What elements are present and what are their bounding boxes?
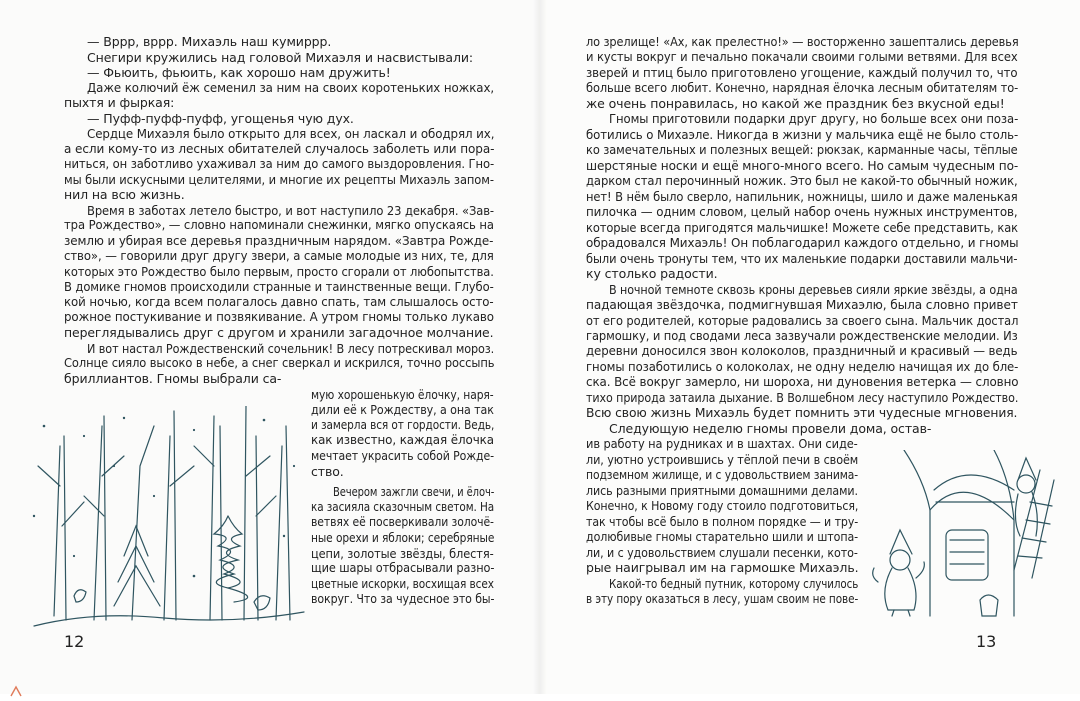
left-page-text-line: мы были искусными целителями, и многие их рецепты Михаэль запом- (64, 172, 494, 187)
page-number: 13 (976, 632, 997, 651)
right-page-text-line: шерстяные носки и ещё много-много всего. Но самым чудесным по- (586, 158, 1019, 173)
left-page-text-line: землю и убирая все деревья праздничным нарядом. «Завтра Рожде- (64, 233, 494, 248)
left-page-text-line: — Вррр, вррр. Михаэль наш кумиррр. (87, 34, 332, 49)
right-page-text-line: ска. Всё вокруг замерло, ни шороха, ни дуновения ветерка — словно (586, 374, 1019, 389)
left-page-text-line: дили её к Рождеству, а она так (311, 402, 494, 417)
right-page-text-line: были очень тронуты тем, что их маленькие подарки доставили мальчи- (586, 251, 1018, 266)
left-page-text-line: Время в заботах летело быстро, и вот наступило 23 декабря. «Зав- (87, 203, 494, 218)
right-page-text-line: подземном жилище, и с удовольствием занима- (586, 467, 859, 482)
right-page-text-line: ли, уютно устроившись у тёплой печи в своём (586, 452, 859, 467)
right-page-text-line: обрадовался Михаэль! Он поблагодарил каждого отдельно, и гномы (586, 235, 1019, 250)
right-page-text-line: Следующую неделю гномы провели дома, остав- (609, 421, 932, 436)
left-page-text-line: — Пуфф-пуфф-пуфф, угощенья чую дух. (87, 111, 354, 126)
right-page-text-line: долюбивые гномы старательно шили и штопа- (586, 529, 859, 544)
left-page-text-line: Снегири кружились над головой Михаэля и насвистывали: (87, 50, 473, 65)
right-page-text-line: падающая звёздочка, подмигнувшая Михаэлю, была словно привет (586, 297, 1018, 312)
right-page-text-line: В ночной темноте сквозь кроны деревьев сияли яркие звёзды, а одна (609, 282, 1018, 297)
left-page-text-line: тра Рождество», — словно напоминали снежинки, мягко опускаясь на (64, 217, 494, 232)
right-page-text-line: ку столько радости. (586, 266, 718, 281)
right-page-text-line: от его родителей, которые радовались за своего сына. Мальчик достал (586, 313, 1019, 328)
left-page-text-line: цепи, золотые звёзды, блестя- (311, 546, 494, 561)
left-page-text-line: Солнце сияло высоко в небе, а снег сверкал и искрился, точно россыпь (64, 355, 495, 370)
right-page-text-line: зверей и птиц было приготовлено угощение, каждый получил то, что (586, 65, 1018, 80)
right-page-text-line: ботились о Михаэле. Никогда в жизни у мальчика ещё не было столь- (586, 127, 1019, 142)
left-page-text-line: пыхтя и фыркая: (64, 95, 175, 110)
left-page-text-line: — Фьюить, фьюить, как хорошо нам дружить! (87, 65, 391, 80)
left-page-text-line: которых это Рождество было первым, просто сгорали от любопытства. (64, 264, 494, 279)
left-page-text-line: Вечером зажгли свечи, и ёлоч- (333, 484, 495, 499)
left-page-text-line: мую хорошенькую ёлочку, наря- (311, 387, 494, 402)
right-page-text-line: гармошку, и под сводами леса зазвучали рождественские мелодии. Из (586, 328, 1018, 343)
right-page-text-line: больше всего любит. Конечно, нарядная ёлочка лесным обитателям то- (586, 80, 1019, 95)
right-page-text-line: дарком стал перочинный ножик. Это был не какой-то обычный ножик, (586, 173, 1018, 188)
right-page-text-line: Какой-то бедный путник, которому случилось (609, 576, 859, 591)
right-page-text-line: Конечно, к Новому году стоило подготовиться, (586, 498, 859, 513)
left-page-text-line: Даже колючий ёж семенил за ним на своих коротеньких ножках, (87, 80, 495, 95)
left-page-text-line: нил на всю жизнь. (64, 187, 185, 202)
right-page-text-line: деревни доносился звон колоколов, праздничный и красивый — ведь (586, 343, 1018, 358)
left-page-text-line: цветные искорки, восхищая всех (311, 576, 494, 591)
gnomes-at-home-illustration (864, 450, 1060, 618)
page-number: 12 (64, 632, 85, 651)
right-page-text-line: нет! В нём было сверло, напильник, ножницы, шило и даже маленькая (586, 189, 1018, 204)
right-page-text-line: которые всегда пригодятся мальчишке! Можете себе представить, как (586, 220, 1019, 235)
right-page-text-line: рые наигрывал им на гармошке Михаэль. (586, 560, 859, 575)
left-page-text-line: вокруг. Что за чудесное это бы- (311, 591, 495, 606)
left-page-text-line: щие шары отбрасывали разно- (311, 560, 495, 575)
right-page-text-line: и кусты вокруг и печально покачали своими голыми ветвями. Для всех (586, 49, 1018, 64)
left-page-text-line: ство. (311, 464, 344, 479)
left-page-text-line: рожное постукивание и позвякивание. А утром гномы только лукаво (64, 309, 494, 324)
right-page-text-line: Всю свою жизнь Михаэль будет помнить эти чудесные мгновения. (586, 405, 1018, 420)
left-page-text-line: ство», — говорили друг другу звери, а самые молодые из них, те, для (64, 248, 494, 263)
left-page-text-line: И вот настал Рождественский сочельник! В лесу потрескивал мороз. (87, 341, 495, 356)
left-page-text-line: как известно, каждая ёлочка (311, 432, 494, 447)
right-page-text-line: гномы позаботились о колоколах, не одну неделю начищая их до бле- (586, 359, 1019, 374)
left-page-text-line: бриллиантов. Гномы выбрали са- (64, 371, 282, 386)
right-page-text-line: пилочка — одним словом, целый набор очень нужных инструментов, (586, 204, 1018, 219)
watermark-icon (10, 682, 22, 694)
right-page-text-line: же очень понравилась, но какой же праздник без вкусной еды! (586, 96, 1005, 111)
left-page-text-line: ка засияла сказочным светом. На (311, 499, 495, 514)
left-page-text-line: ниться, он заботливо ухаживал за ним до самого выздоровления. Гно- (64, 156, 495, 171)
right-page-text-line: ли, и с удовольствием слушали песенки, кото- (586, 545, 858, 560)
right-page-text-line: ко замечательных и полезных вещей: рюкзак, карманные часы, тёплые (586, 142, 1018, 157)
left-page-text-line: переглядывались друг с другом и хранили загадочное молчание. (64, 325, 494, 340)
right-page-text-line: Гномы приготовили подарки друг другу, но больше всех они поза- (609, 111, 1019, 126)
right-page-text-line: так чтобы всё было в полном порядке — и тру- (586, 514, 859, 529)
right-page-text-line: лись разными приятными домашними делами. (586, 483, 858, 498)
left-page (0, 0, 540, 694)
right-page-text-line: ив работу на рудниках и в шахтах. Они сиде- (586, 436, 858, 451)
right-page-text-line: ло зрелище! «Ах, как прелестно!» — восторженно зашептались деревья (586, 34, 1019, 49)
left-page-text-line: ветвях её посверкивали золочё- (311, 514, 494, 529)
right-page-text-line: тихо природа затаила дыхание. В Волшебном лесу наступило Рождество. (586, 390, 1019, 405)
book-gutter (533, 0, 547, 694)
left-page-text-line: а если кому-то из лесных обитателей случалось заболеть или пора- (64, 141, 495, 156)
left-page-text-line: Сердце Михаэля было открыто для всех, он ласкал и ободрял их, (87, 126, 495, 141)
left-page-text-line: кой ночью, когда всем полагалось давно спать, там слышалось осто- (64, 294, 494, 309)
left-page-text-line: мечтает украсить собой Рожде- (311, 448, 495, 463)
right-page-text-line: в эту пору оказаться в лесу, ушам своим не пове- (586, 591, 859, 606)
right-page (540, 0, 1080, 694)
left-page-text-line: ные орехи и яблоки; серебряные (311, 530, 495, 545)
left-page-text-line: и замерла вся от гордости. Ведь, (311, 417, 495, 432)
winter-forest-illustration (14, 406, 306, 634)
left-page-text-line: В домике гномов происходили странные и таинственные вещи. Глубо- (64, 279, 494, 294)
